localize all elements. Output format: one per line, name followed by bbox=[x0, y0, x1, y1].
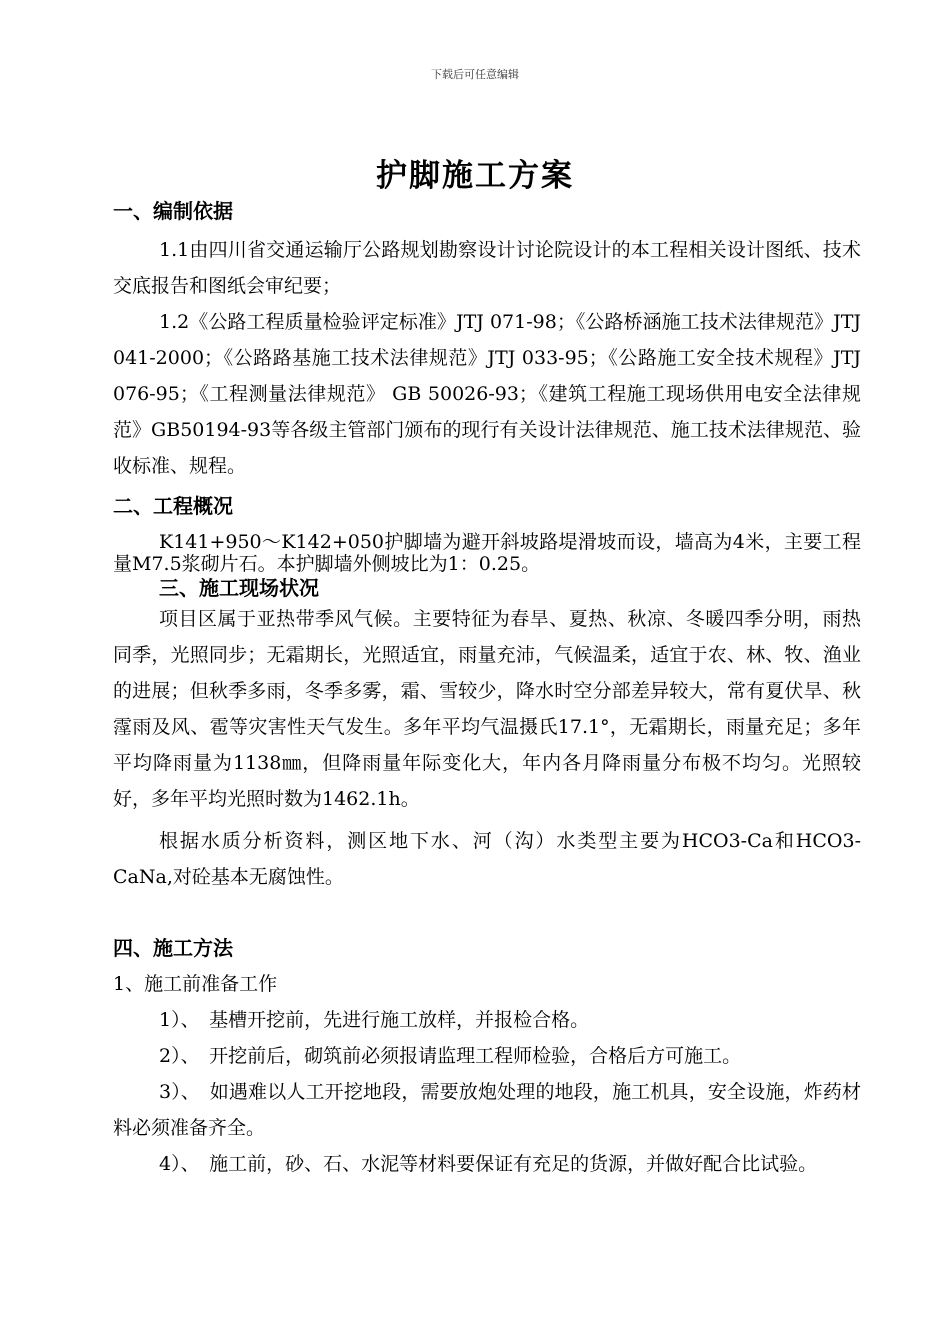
subheading: 1、施工前准备工作 bbox=[113, 973, 278, 995]
section-overview bbox=[113, 490, 861, 575]
document-title: 护脚施工方案 bbox=[376, 158, 574, 194]
header-note: 下载后可任意编辑 bbox=[431, 68, 519, 81]
paragraph: 1.1由四川省交通运输厅公路规划勘察设计讨论院设计的本工程相关设计图纸、技术交底报告和图纸会审纪要； bbox=[113, 239, 861, 297]
section-methods bbox=[113, 930, 861, 1182]
section-basis bbox=[113, 195, 861, 484]
paragraph: 项目区属于亚热带季风气候。主要特征为春旱、夏热、秋凉、冬暖四季分明，雨热同季，光照同步；无霜期长，光照适宜，雨量充沛，气候温柔，适宜于农、林、牧、渔业的进展；但秋季多雨，冬季多雾，霜、雪较少，降水时空分部差异较大，常有夏伏旱、秋霪雨及风、雹等灾害性天气发生。多年平均气温摄氏17.1°，无霜期长，雨量充足；多年平均降雨量为1138㎜，但降雨量年际变化大，年内各月降雨量分布极不均匀。光照较好，多年平均光照时数为1462.1h。 bbox=[113, 608, 861, 810]
paragraph: K141+950～K142+050护脚墙为避开斜坡路堤滑坡而设，墙高为4米，主要工程量M7.5浆砌片石。本护脚墙外侧坡比为1：0.25。 bbox=[113, 531, 861, 575]
list-item: 1）、 基槽开挖前，先进行施工放样，并报检合格。 bbox=[159, 1009, 590, 1031]
list-item: 4）、 施工前，砂、石、水泥等材料要保证有充足的货源，并做好配合比试验。 bbox=[159, 1153, 818, 1175]
section-heading: 一、编制依据 bbox=[113, 199, 233, 223]
list-item: 3）、 如遇难以人工开挖地段，需要放炮处理的地段，施工机具，安全设施，炸药材料必须准备齐全。 bbox=[113, 1081, 861, 1139]
section-site-conditions bbox=[113, 577, 861, 895]
section-heading: 四、施工方法 bbox=[113, 936, 233, 960]
paragraph: 根据水质分析资料，测区地下水、河（沟）水类型主要为HCO3-Ca和HCO3-CaNa,对砼基本无腐蚀性。 bbox=[113, 830, 861, 888]
paragraph: 1.2《公路工程质量检验评定标准》JTJ 071-98；《公路桥涵施工技术法律规范》JTJ 041-2000；《公路路基施工技术法律规范》JTJ 033-95；《公路施工安全技术规程》JTJ 076-95；《工程测量法律规范》 GB 50026-93；《建筑工程施工现场供用电安全法律规范》GB50194-93等各级主管部门颁布的现行有关设计法律规范、施工技术法律规范、验收标准、规程。 bbox=[113, 311, 861, 477]
section-heading: 二、工程概况 bbox=[113, 494, 233, 518]
list-item: 2）、 开挖前后，砌筑前必须报请监理工程师检验，合格后方可施工。 bbox=[159, 1045, 742, 1067]
section-heading: 三、施工现场状况 bbox=[159, 576, 319, 600]
